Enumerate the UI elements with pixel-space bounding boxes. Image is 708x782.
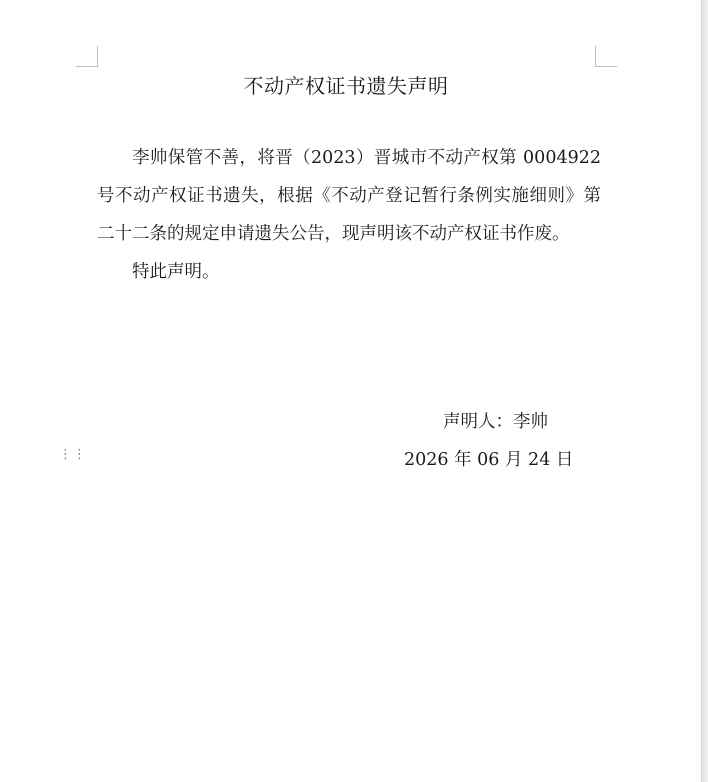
signer-line: 声明人：李帅 xyxy=(443,412,548,432)
document-body[interactable] xyxy=(97,139,601,291)
top-left-corner-mark xyxy=(76,46,98,67)
drag-handle-icon[interactable]: ⋮⋮ xyxy=(59,447,87,462)
body-paragraph-2: 特此声明。 xyxy=(132,262,220,282)
document-title: 不动产权证书遗失声明 xyxy=(243,74,449,98)
page-edge xyxy=(701,0,708,782)
body-paragraph-1: 李帅保管不善，将晋（2023）晋城市不动产权第 0004922 号不动产权证书遗失，根据《不动产登记暂行条例实施细则》第二十二条的规定申请遗失公告，现声明该不动产权证书作废。 xyxy=(97,148,601,244)
date-line: 2026 年 06 月 24 日 xyxy=(404,450,574,470)
top-right-corner-mark xyxy=(595,46,617,67)
